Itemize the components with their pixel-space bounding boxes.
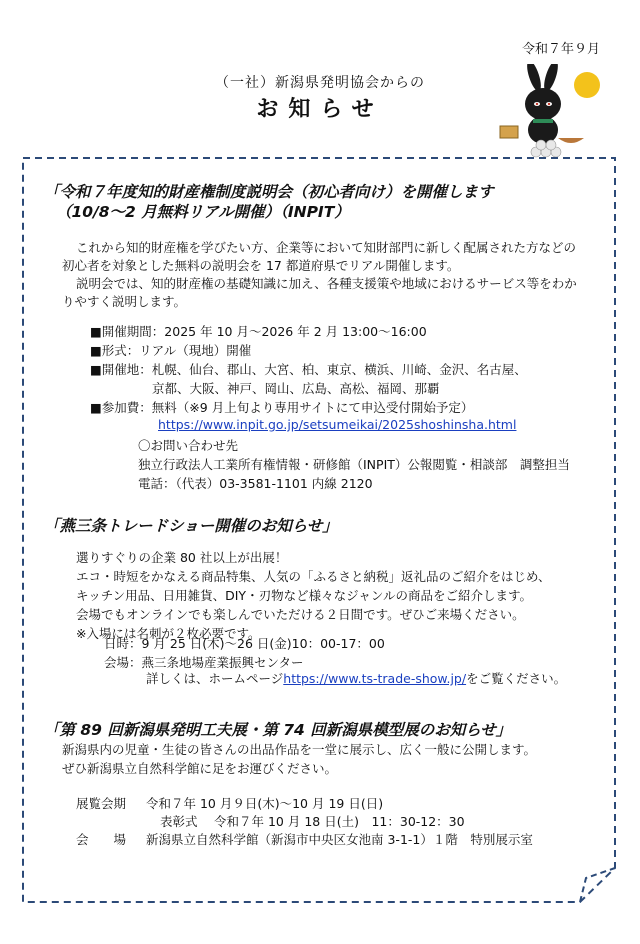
venue-value: 新潟県立自然科学館（新潟市中央区女池南 3-1-1）１階 特別展示室 [146, 832, 533, 847]
contact-label: 〇お問い合わせ先 [138, 438, 239, 453]
section3-line-2: ぜひ新潟県立自然科学館に足をお運びください。 [62, 761, 338, 776]
venue-label: 会 場 [76, 832, 127, 847]
section1-heading-line1: 「令和７年度知的財産権制度説明会（初心者向け）を開催します [44, 183, 494, 201]
section2-more-suffix: をご覧ください。 [466, 671, 567, 686]
section3-line-1: 新潟県内の児童・生徒の皆さんの出品作品を一堂に展示し、広く一般に公開します。 [62, 742, 537, 757]
rabbit-head [525, 88, 561, 120]
section1-fee: ■参加費：無料（※9 月上旬より専用サイトにて申込受付開始予定） [90, 400, 474, 415]
section2-date: 日時：9 月 25 日(木)〜26 日(金)10：00-17：00 [104, 636, 385, 651]
period-label: 展覧会期 [76, 796, 127, 811]
moon-icon [574, 72, 600, 98]
contact-org: 独立行政法人工業所有権情報・研修館（INPIT）公報閲覧・相談部 調整担当 [138, 457, 570, 472]
section2-line-2: エコ・時短をかなえる商品特集、人気の「ふるさと納税」返礼品のご紹介をはじめ、 [76, 569, 551, 584]
section1-intro-3: 説明会では、知的財産権の基礎知識に加え、各種支援策や地域におけるサービス等をわか [76, 276, 577, 291]
section1-heading-line2: （10/8〜2 月無料リアル開催）（INPIT） [56, 203, 350, 221]
contact-tel: 電話：（代表）03-3581-1101 内線 2120 [138, 476, 373, 491]
section1-intro-1: これから知的財産権を学びたい方、企業等において知財部門に新しく配属された方などの [76, 240, 577, 255]
period-value: 令和７年 10 月９日(木)〜10 月 19 日(日) [146, 796, 384, 811]
ceremony-value: 令和７年 10 月 18 日(土) 11：30-12：30 [214, 814, 465, 829]
section2-line-5: ※入場には名刺が２枚必要です。 [76, 626, 261, 641]
section1-venues: ■開催地：札幌、仙台、郡山、大宮、柏、東京、横浜、川崎、金沢、名古屋、 [90, 362, 527, 377]
section2-line-3: キッチン用品、日用雑貨、DIY・刃物など様々なジャンルの商品をご紹介します。 [76, 588, 533, 603]
section3-heading: 「第 89 回新潟県発明工夫展・第 74 回新潟県模型展のお知らせ」 [44, 721, 512, 739]
inpit-link[interactable]: https://www.inpit.go.jp/setsumeikai/2025shoshinsha.html [158, 417, 517, 432]
section2-line-4: 会場でもオンラインでも楽しんでいただける２日間です。ぜひご来場ください。 [76, 607, 525, 622]
mortar-icon [500, 126, 518, 138]
section2-more-prefix: 詳しくは、ホームページ [146, 671, 284, 686]
page-title: お知らせ [256, 97, 384, 122]
ceremony-label: 表彰式 [160, 814, 198, 829]
section1-intro-4: りやすく説明します。 [62, 294, 187, 309]
organization-line: （一社）新潟県発明協会からの [215, 75, 425, 91]
rabbit-moon-illustration [496, 64, 606, 162]
section1-intro-2: 初心者を対象とした無料の説明会を 17 都道府県でリアル開催します。 [62, 258, 460, 273]
section1-period: ■開催期間：2025 年 10 月〜2026 年 2 月 13:00〜16:00 [90, 324, 427, 339]
section1-venues-cont: 京都、大阪、神戸、岡山、広島、高松、福岡、那覇 [152, 381, 440, 396]
document-date: 令和７年９月 [521, 42, 600, 57]
section2-heading: 「燕三条トレードショー開催のお知らせ」 [44, 517, 338, 535]
section1-format: ■形式：リアル（現地）開催 [90, 343, 252, 358]
section2-more [146, 669, 566, 687]
bowl-icon [558, 138, 584, 143]
section2-venue: 会場：燕三条地場産業振興センター [104, 655, 304, 670]
ts-trade-show-link[interactable]: https://www.ts-trade-show.jp/ [283, 671, 467, 686]
section2-line-1: 選りすぐりの企業 80 社以上が出展！ [76, 550, 288, 565]
